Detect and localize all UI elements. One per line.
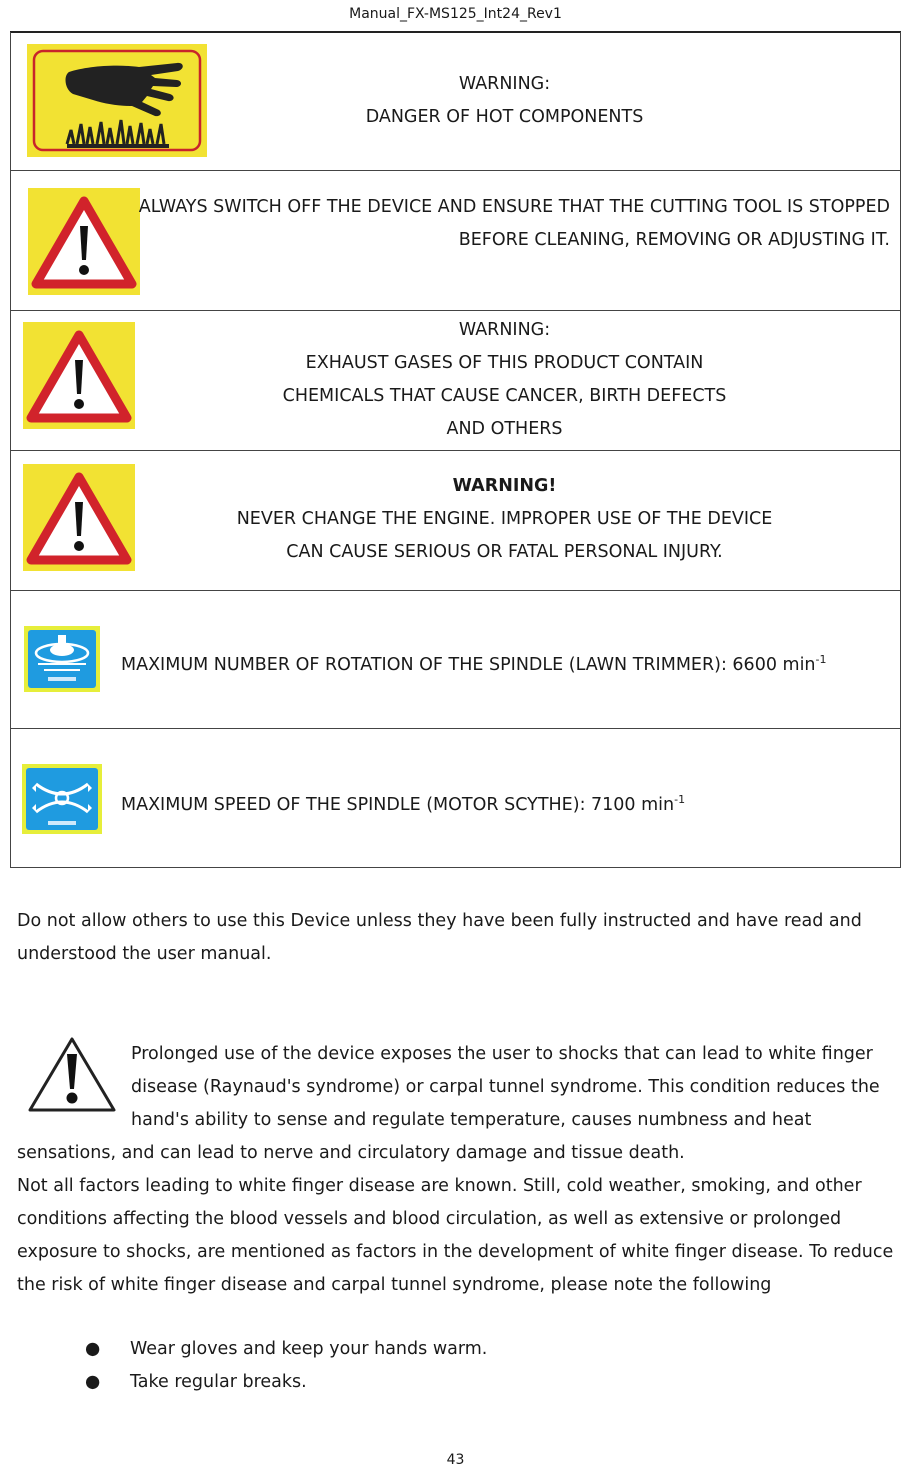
warning-row-engine (11, 450, 900, 590)
intro-line: understood the user manual. (17, 944, 272, 964)
warning-label: WARNING: (458, 74, 551, 94)
spindle-spec-trimmer: MAXIMUM NUMBER OF ROTATION OF THE SPINDLE (LAWN TRIMMER): 6600 $\min^{-1}$ (121, 653, 827, 675)
warning-label: WARNING! (452, 476, 557, 496)
vibration-line: the risk of white finger disease and carpal tunnel syndrome, please note the following (17, 1275, 772, 1295)
warning-text: BEFORE CLEANING, REMOVING OR ADJUSTING IT. (458, 230, 890, 250)
vibration-line: Prolonged use of the device exposes the user to shocks that can lead to white finger (131, 1044, 873, 1064)
warning-text: ALWAYS SWITCH OFF THE DEVICE AND ENSURE THAT THE CUTTING TOOL IS STOPPED (138, 197, 890, 217)
bullet-icon: ● (85, 1372, 101, 1392)
precaution-list (85, 1333, 487, 1399)
intro-line: Do not allow others to use this Device unless they have been fully instructed and have read and (17, 911, 862, 931)
warning-text: CHEMICALS THAT CAUSE CANCER, BIRTH DEFECTS (282, 386, 727, 406)
vibration-line: conditions affecting the blood vessels and blood circulation, as well as extensive or prolonged (17, 1209, 842, 1229)
spec-row-scythe (11, 728, 900, 867)
warning-triangle-icon (28, 188, 140, 295)
vibration-warning-text (131, 1038, 901, 1137)
page-number: 43 (446, 1452, 465, 1468)
warning-table (10, 32, 901, 868)
intro-paragraph (17, 905, 897, 971)
scythe-blade-icon (22, 764, 102, 834)
list-item: ● Wear gloves and keep your hands warm. (85, 1333, 487, 1366)
trimmer-spindle-icon (24, 626, 100, 692)
warning-text: CAN CAUSE SERIOUS OR FATAL PERSONAL INJURY. (286, 542, 723, 562)
warning-triangle-icon (23, 464, 135, 571)
warning-triangle-icon (23, 322, 135, 429)
list-item: ● Take regular breaks. (85, 1366, 487, 1399)
warning-text: NEVER CHANGE THE ENGINE. IMPROPER USE OF THE DEVICE (236, 509, 773, 529)
vibration-line: Not all factors leading to white finger disease are known. Still, cold weather, smoking, and other (17, 1176, 862, 1196)
warning-text: DANGER OF HOT COMPONENTS (365, 107, 644, 127)
warning-label: WARNING: (458, 320, 551, 340)
warning-text: AND OTHERS (446, 419, 563, 439)
vibration-line: disease (Raynaud's syndrome) or carpal tunnel syndrome. This condition reduces the (131, 1077, 880, 1097)
document-header: Manual_FX-MS125_Int24_Rev1 (349, 6, 562, 22)
warning-outline-icon (25, 1034, 119, 1116)
warning-text: EXHAUST GASES OF THIS PRODUCT CONTAIN (305, 353, 704, 373)
vibration-paragraph (17, 1137, 897, 1302)
warning-row-switch-off (11, 170, 900, 310)
warning-row-exhaust-gases (11, 310, 900, 450)
spec-row-trimmer (11, 590, 900, 728)
warning-row-hot-components (11, 32, 900, 170)
vibration-line: sensations, and can lead to nerve and circulatory damage and tissue death. (17, 1143, 685, 1163)
bullet-icon: ● (85, 1339, 101, 1359)
hot-surface-icon (27, 44, 207, 157)
vibration-line: hand's ability to sense and regulate temperature, causes numbness and heat (131, 1110, 812, 1130)
spindle-spec-scythe: MAXIMUM SPEED OF THE SPINDLE (MOTOR SCYTHE): 7100 $\min^{-1}$ (121, 793, 686, 815)
vibration-line: exposure to shocks, are mentioned as factors in the development of white finger disease. To reduce (17, 1242, 894, 1262)
